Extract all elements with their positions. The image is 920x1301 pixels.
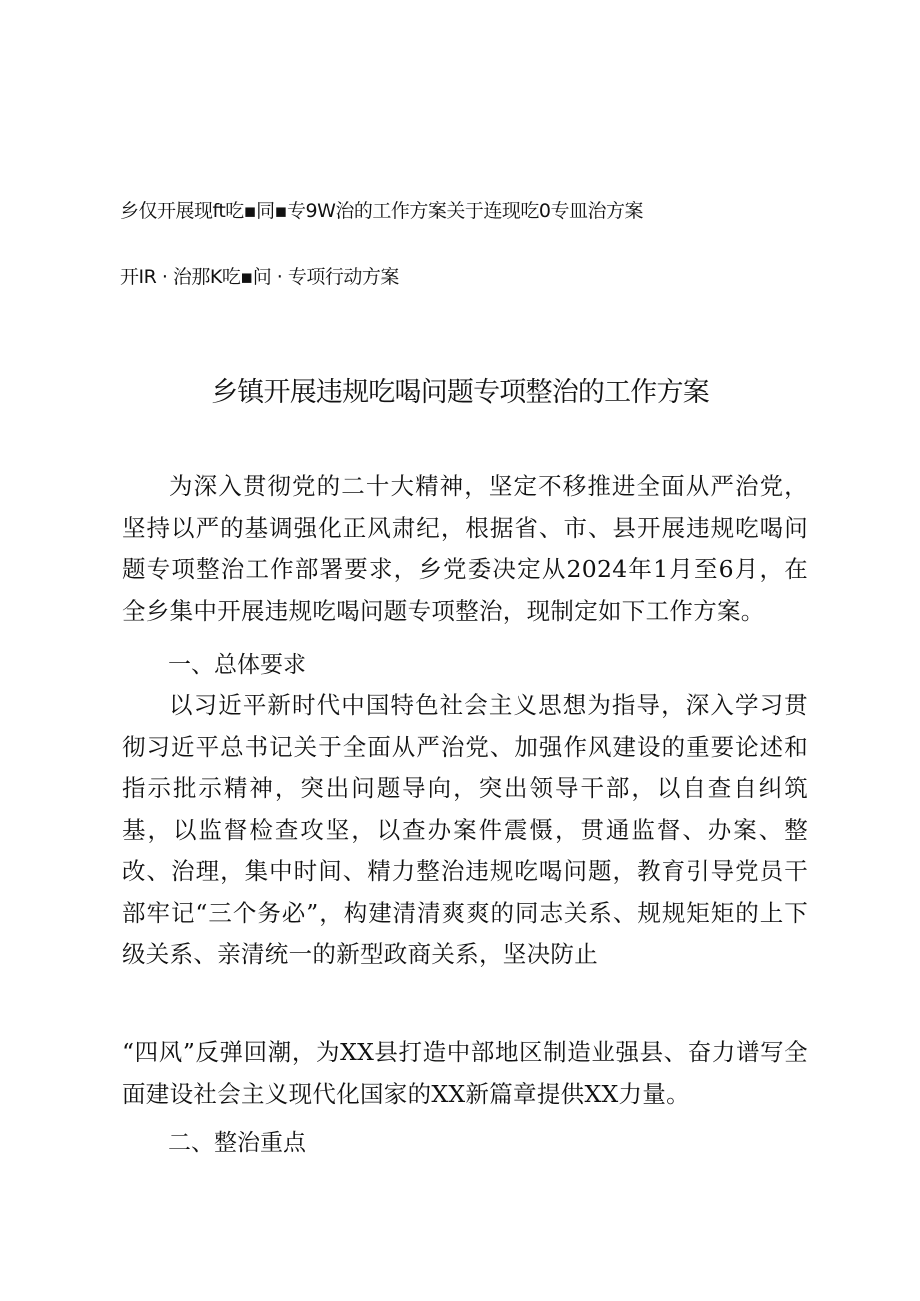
document-title: 乡镇开展违规吃喝问题专项整治的工作方案 bbox=[211, 377, 709, 408]
continuation-paragraph bbox=[122, 1032, 808, 1115]
garbled-header-line-1: 乡仅开展现ft吃▪同▪专9W治的工作方案关于连现吃0专皿治方案 bbox=[120, 200, 644, 222]
section-heading-general-requirements: 一、总体要求 bbox=[168, 652, 306, 678]
garbled-header-line-2: 开IR · 治那K吃▪问 · 专项行动方案 bbox=[120, 266, 399, 288]
intro-paragraph bbox=[122, 466, 808, 632]
section-heading-rectification-focus: 二、整治重点 bbox=[168, 1130, 306, 1156]
intro-paragraph-text: 为深入贯彻党的二十大精神，坚定不移推进全面从严治党，坚持以严的基调强化正风肃纪，根据省、市、县开展违规吃喝问题专项整治工作部署要求，乡党委决定从2024年1月至6月，在全乡集中开展违规吃喝问题专项整治，现制定如下工作方案。 bbox=[122, 472, 808, 625]
general-requirements-text: 以习近平新时代中国特色社会主义思想为指导，深入学习贯彻习近平总书记关于全面从严治党、加强作风建设的重要论述和指示批示精神，突出问题导向，突出领导干部，以自查自纠筑基，以监督检查攻坚，以查办案件震慑，贯通监督、办案、整改、治理，集中时间、精力整治违规吃喝问题，教育引导党员干部牢记“三个务必”，构建清清爽爽的同志关系、规规矩矩的上下级关系、亲清统一的新型政商关系，坚决防止 bbox=[122, 691, 808, 968]
continuation-text: “四风”反弹回潮，为XX县打造中部地区制造业强县、奋力谱写全面建设社会主义现代化国家的XX新篇章提供XX力量。 bbox=[122, 1038, 808, 1108]
general-requirements-paragraph bbox=[122, 685, 808, 976]
